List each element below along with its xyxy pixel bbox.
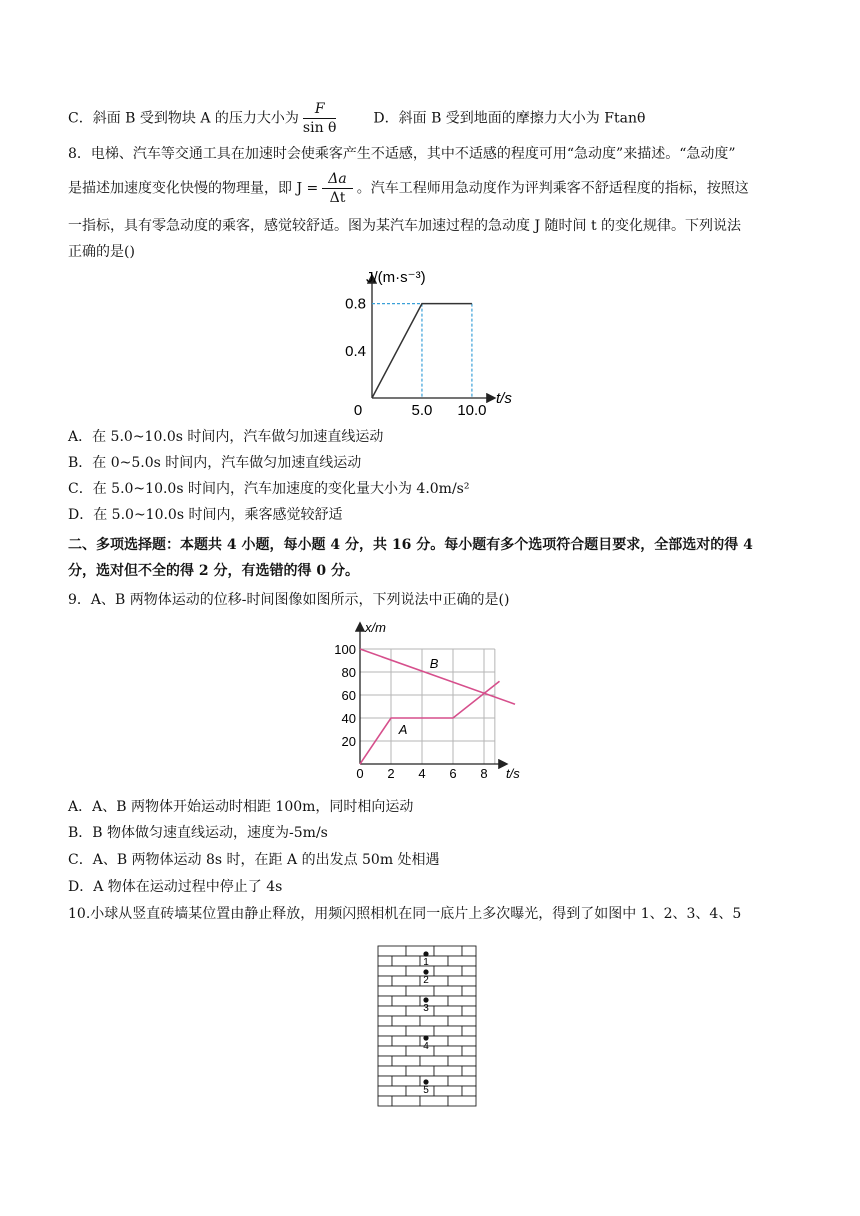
brick: [392, 976, 420, 986]
brick: [378, 956, 392, 966]
q9-stem: 9．A、B 两物体运动的位移-时间图像如图所示，下列说法中正确的是(): [68, 592, 510, 608]
ball-position-dot: [423, 1079, 428, 1084]
brick: [420, 1096, 448, 1106]
brick: [378, 1046, 406, 1056]
q10-stem: 10.小球从竖直砖墙某位置由静止释放，用频闪照相机在同一底片上多次曝光，得到了如图中 1、2、3、4、5: [68, 906, 742, 922]
brick: [462, 1006, 476, 1016]
brick: [392, 1056, 420, 1066]
ball-position-label: 2: [423, 975, 429, 986]
ball-position-dot: [423, 951, 428, 956]
brick: [434, 966, 462, 976]
q8-option-c: C．在 5.0~10.0s 时间内，汽车加速度的变化量大小为 4.0m/s²: [68, 481, 470, 497]
brick: [406, 1026, 434, 1036]
brick: [462, 986, 476, 996]
q9-y-tick-label: 40: [341, 711, 356, 726]
brick: [406, 1006, 434, 1016]
brick: [392, 1076, 420, 1086]
brick: [434, 946, 462, 956]
q8-stem-prefix: 是描述加速度变化快慢的物理量，即 J =: [68, 180, 319, 197]
q9-y-axis-label: x/m: [365, 620, 386, 635]
q9-x-axis-label: t/s: [506, 766, 520, 781]
brick: [392, 1096, 420, 1106]
q9-option-b: B．B 物体做匀速直线运动，速度为-5m/s: [68, 825, 328, 841]
q9-series-A: [360, 681, 500, 764]
brick: [406, 1046, 434, 1056]
ball-position-dot: [423, 1035, 428, 1040]
q8-stem-suffix: 。汽车工程师用急动度作为评判乘客不舒适程度的指标，按照这: [356, 180, 749, 197]
q7-frac-numerator: F: [303, 100, 337, 119]
q9-option-a: A．A、B 两物体开始运动时相距 100m，同时相向运动: [68, 799, 414, 815]
brick: [378, 966, 406, 976]
ball-position-dot: [423, 969, 428, 974]
brick: [378, 1016, 392, 1026]
ball-position-label: 4: [423, 1041, 429, 1052]
brick: [378, 1096, 392, 1106]
q8-frac-numerator: Δa: [322, 170, 352, 189]
brick: [420, 1056, 448, 1066]
q8-jerk-fraction: [322, 170, 352, 207]
brick: [462, 1066, 476, 1076]
brick: [434, 1086, 462, 1096]
q8-stem-line-3: 一指标，具有零急动度的乘客，感觉较舒适。图为某汽车加速过程的急动度 J 随时间 t 的变化规律。下列说法: [68, 218, 742, 234]
q8-option-a: A．在 5.0~10.0s 时间内，汽车做匀加速直线运动: [68, 429, 384, 445]
q9-option-c: C．A、B 两物体运动 8s 时，在距 A 的出发点 50m 处相遇: [68, 852, 440, 868]
brick: [462, 1046, 476, 1056]
brick: [448, 1096, 476, 1106]
q9-x-tick-label: 2: [387, 766, 395, 781]
q9-series-label-a: A: [398, 722, 408, 737]
brick: [378, 1086, 406, 1096]
brick: [462, 946, 476, 956]
brick: [392, 1016, 420, 1026]
brick: [406, 1086, 434, 1096]
brick: [434, 1006, 462, 1016]
brick: [392, 956, 420, 966]
q9-x-tick-label: 8: [480, 766, 488, 781]
q9-y-tick-label: 20: [341, 734, 356, 749]
q8-option-b: B．在 0~5.0s 时间内，汽车做匀加速直线运动: [68, 455, 362, 471]
q8-x-tick-label: 0: [353, 402, 363, 419]
brick: [420, 1016, 448, 1026]
section-2-heading-line-1: 二、多项选择题：本题共 4 小题，每小题 4 分，共 16 分。每小题有多个选项符合题目要求，全部选对的得 4: [68, 537, 753, 553]
brick: [462, 1086, 476, 1096]
q8-stem-line-1: 8．电梯、汽车等交通工具在加速时会使乘客产生不适感，其中不适感的程度可用“急动度”来描述。“急动度”: [68, 146, 736, 162]
q8-jerk-chart: [336, 262, 526, 422]
brick: [448, 996, 476, 1006]
q10-brick-wall-figure: [372, 942, 482, 1114]
q9-series-label-b: B: [429, 656, 439, 671]
brick: [378, 1066, 406, 1076]
brick: [406, 1066, 434, 1076]
brick: [448, 1016, 476, 1026]
q8-frac-denominator: Δt: [329, 190, 346, 206]
q8-option-d: D．在 5.0~10.0s 时间内，乘客感觉较舒适: [68, 507, 343, 523]
brick: [434, 986, 462, 996]
q7-frac-denominator: sin θ: [302, 120, 337, 136]
brick: [448, 1036, 476, 1046]
brick: [406, 986, 434, 996]
brick: [392, 1036, 420, 1046]
ball-position-label: 5: [423, 1085, 429, 1096]
q8-x-tick-label: 5.0: [411, 402, 433, 419]
q7-option-c-fraction: [303, 100, 337, 137]
q9-x-tick-label: 0: [356, 766, 364, 781]
q7-option-d-text: D．斜面 B 受到地面的摩擦力大小为 Ftanθ: [373, 110, 646, 127]
q9-y-tick-label: 80: [341, 665, 356, 680]
brick: [378, 1036, 392, 1046]
brick: [378, 1076, 392, 1086]
brick: [448, 976, 476, 986]
brick: [434, 1066, 462, 1076]
brick: [378, 986, 406, 996]
q8-y-axis-label: J/(m·s⁻³): [366, 269, 426, 286]
q9-x-tick-label: 4: [418, 766, 426, 781]
brick: [434, 1046, 462, 1056]
brick: [378, 996, 392, 1006]
brick: [378, 1026, 406, 1036]
brick: [448, 956, 476, 966]
ball-position-dot: [423, 997, 428, 1002]
brick: [378, 1006, 406, 1016]
brick: [378, 1056, 392, 1066]
q9-x-tick-label: 6: [449, 766, 457, 781]
q7-option-c-text: C．斜面 B 受到物块 A 的压力大小为: [68, 110, 299, 127]
brick: [392, 996, 420, 1006]
q8-stem-line-2: [68, 170, 749, 207]
brick: [448, 1076, 476, 1086]
brick: [434, 1026, 462, 1036]
q8-x-axis-label: t/s: [496, 390, 512, 407]
q8-y-tick-label: 0.4: [345, 342, 366, 360]
ball-position-label: 1: [423, 957, 429, 968]
q7-option-c-d: [68, 100, 645, 137]
q9-y-tick-label: 60: [341, 688, 356, 703]
q8-stem-line-4: 正确的是(): [68, 244, 135, 260]
q9-y-tick-label: 100: [334, 642, 356, 657]
brick: [378, 946, 406, 956]
brick: [462, 1026, 476, 1036]
q9-option-d: D．A 物体在运动过程中停止了 4s: [68, 879, 283, 895]
brick: [448, 1056, 476, 1066]
section-2-heading-line-2: 分，选对但不全的得 2 分，有选错的得 0 分。: [68, 563, 359, 579]
brick: [462, 966, 476, 976]
q8-x-tick-label: 10.0: [457, 402, 487, 419]
brick: [406, 946, 434, 956]
brick: [378, 976, 392, 986]
q8-y-tick-label: 0.8: [345, 295, 366, 313]
q9-displacement-chart: [330, 618, 530, 784]
brick: [406, 966, 434, 976]
ball-position-label: 3: [423, 1003, 429, 1014]
